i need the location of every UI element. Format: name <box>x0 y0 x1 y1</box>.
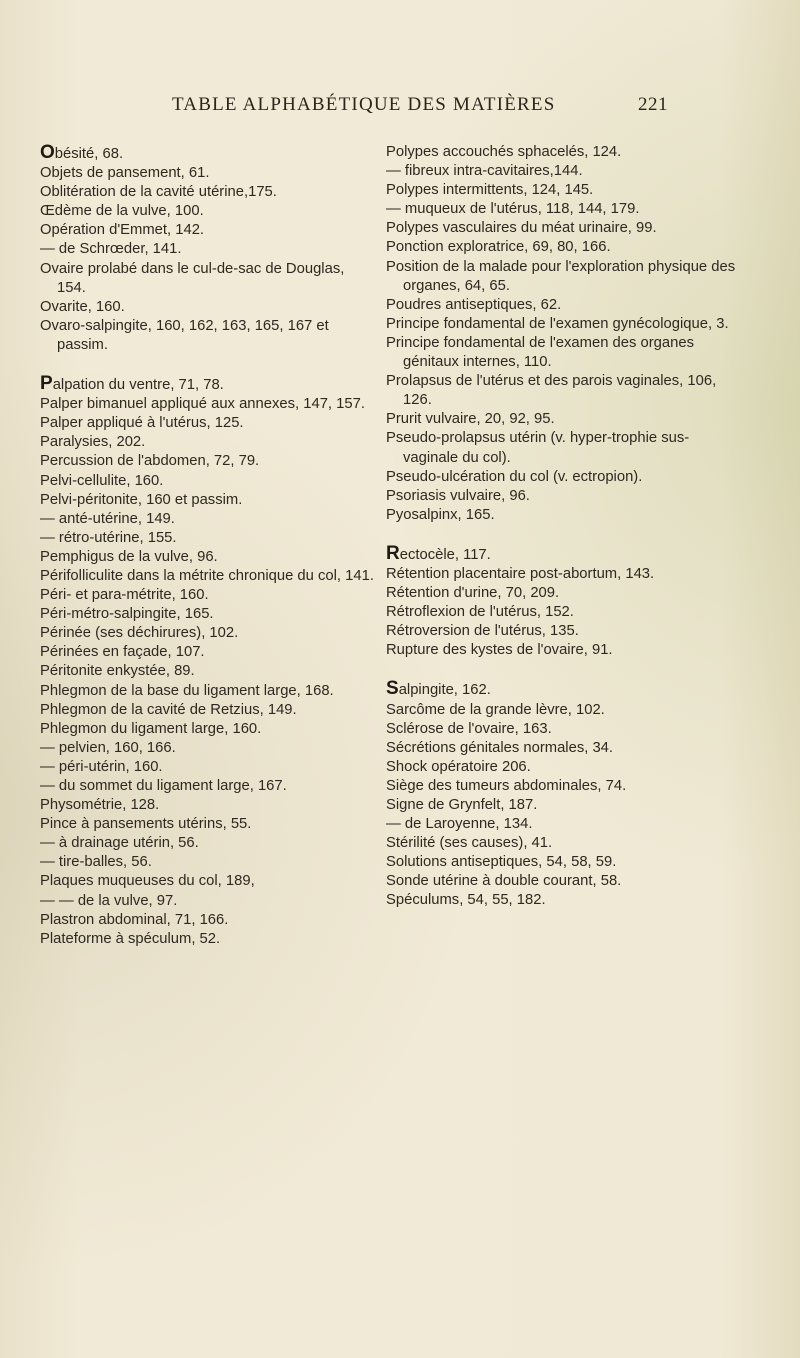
index-entry: Sclérose de l'ovaire, 163. <box>386 720 552 737</box>
index-entry: Phlegmon de la cavité de Retzius, 149. <box>40 701 297 718</box>
index-entry: Principe fondamental de l'examen gynécologique, 3. <box>386 315 729 332</box>
index-entry: Objets de pansement, 61. <box>40 165 210 182</box>
index-entry: Pseudo-ulcération du col (v. ectropion). <box>386 468 643 485</box>
index-entry: Péritonite enkystée, 89. <box>40 663 195 680</box>
index-entry: Siège des tumeurs abdominales, 74. <box>386 777 627 794</box>
index-entry: Péri- et para-métrite, 160. <box>40 587 209 604</box>
index-entry: — muqueux de l'utérus, 118, 144, 179. <box>386 201 640 218</box>
right-index-column <box>386 143 736 911</box>
index-entry: — de Laroyenne, 134. <box>386 816 533 833</box>
index-entry: Pyosalpinx, 165. <box>386 506 495 523</box>
index-entry: Phlegmon de la base du ligament large, 168. <box>40 682 334 699</box>
index-entry: Plaques muqueuses du col, 189, <box>40 873 255 890</box>
index-entry: Rupture des kystes de l'ovaire, 91. <box>386 642 613 659</box>
index-entry: Œdème de la vulve, 100. <box>40 203 204 220</box>
index-entry: Shock opératoire 206. <box>386 758 531 775</box>
index-entry: Sarcôme de la grande lèvre, 102. <box>386 701 605 718</box>
index-entry: Rétention placentaire post-abortum, 143. <box>386 565 655 582</box>
index-entry: Spéculums, 54, 55, 182. <box>386 892 546 909</box>
index-entry: Principe fondamental de l'examen des organes génitaux internes, 110. <box>386 334 694 371</box>
index-entry: Physométrie, 128. <box>40 797 160 814</box>
left-index-column <box>40 143 376 949</box>
index-entry: Polypes intermittents, 124, 145. <box>386 182 594 199</box>
index-entry: Prurit vulvaire, 20, 92, 95. <box>386 411 555 428</box>
section-initial: P <box>40 373 53 395</box>
index-entry: Polypes accouchés sphacelés, 124. <box>386 144 622 160</box>
index-entry: — à drainage utérin, 56. <box>40 835 199 852</box>
index-entry: Phlegmon du ligament large, 160. <box>40 720 262 737</box>
index-entry: Ponction exploratrice, 69, 80, 166. <box>386 239 611 256</box>
index-entry: — anté-utérine, 149. <box>40 510 175 527</box>
index-entry: Prolapsus de l'utérus et des parois vaginales, 106, 126. <box>386 373 717 409</box>
index-entry: Polypes vasculaires du méat urinaire, 99. <box>386 220 657 237</box>
index-entry: Pseudo-prolapsus utérin (v. hyper-trophie sus-vaginale du col). <box>386 430 690 466</box>
index-entry: Ovaro-salpingite, 160, 162, 163, 165, 167 et passim. <box>40 317 329 353</box>
index-entry: Rectocèle, 117. <box>386 542 491 564</box>
index-entry: Ovaire prolabé dans le cul-de-sac de Douglas, 154. <box>40 260 345 296</box>
index-entry: Percussion de l'abdomen, 72, 79. <box>40 453 260 470</box>
index-entry: Pelvi-péritonite, 160 et passim. <box>40 491 243 508</box>
index-entry: — rétro-utérine, 155. <box>40 529 177 546</box>
index-entry: Rétroversion de l'utérus, 135. <box>386 623 579 640</box>
running-title: TABLE ALPHABÉTIQUE DES MATIÈRES <box>172 94 556 115</box>
index-entry: Solutions antiseptiques, 54, 58, 59. <box>386 854 617 871</box>
index-entry: Pelvi-cellulite, 160. <box>40 472 164 489</box>
index-entry: Ovarite, 160. <box>40 298 125 315</box>
index-entry: Psoriasis vulvaire, 96. <box>386 487 530 504</box>
page-number: 221 <box>638 94 668 115</box>
index-entry: Position de la malade pour l'exploration physique des organes, 64, 65. <box>386 258 736 294</box>
index-entry: Pemphigus de la vulve, 96. <box>40 548 218 565</box>
index-entry: Opération d'Emmet, 142. <box>40 222 205 239</box>
index-entry: — du sommet du ligament large, 167. <box>40 778 287 794</box>
section-initial: S <box>386 678 399 700</box>
index-entry: Plateforme à spéculum, 52. <box>40 930 221 947</box>
index-entry: Palper appliqué à l'utérus, 125. <box>40 415 244 432</box>
index-entry: Palpation du ventre, 71, 78. <box>40 373 224 395</box>
section-initial: O <box>40 142 55 163</box>
index-entry: Rétroflexion de l'utérus, 152. <box>386 604 574 621</box>
index-entry: Périnées en façade, 107. <box>40 644 205 661</box>
index-entry: Péri-métro-salpingite, 165. <box>40 606 214 623</box>
index-entry: Plastron abdominal, 71, 166. <box>40 911 229 928</box>
index-entry: Oblitération de la cavité utérine,175. <box>40 184 277 201</box>
index-entry: Poudres antiseptiques, 62. <box>386 296 562 313</box>
running-head <box>0 94 800 124</box>
index-entry: — fibreux intra-cavitaires,144. <box>386 163 583 180</box>
index-entry: Stérilité (ses causes), 41. <box>386 835 553 852</box>
index-entry: Paralysies, 202. <box>40 434 146 451</box>
index-entry: Périfolliculite dans la métrite chronique du col, 141. <box>40 567 374 584</box>
index-entry: — tire-balles, 56. <box>40 854 152 871</box>
index-entry: Sécrétions génitales normales, 34. <box>386 739 614 756</box>
index-entry: — pelvien, 160, 166. <box>40 739 176 756</box>
index-entry: Périnée (ses déchirures), 102. <box>40 625 239 642</box>
index-entry: Sonde utérine à double courant, 58. <box>386 873 622 890</box>
section-initial: R <box>386 542 400 564</box>
index-entry: Obésité, 68. <box>40 142 124 163</box>
index-entry: — — de la vulve, 97. <box>40 892 178 909</box>
index-entry: — de Schrœder, 141. <box>40 241 182 258</box>
index-entry: Rétention d'urine, 70, 209. <box>386 585 560 602</box>
index-entry: Pince à pansements utérins, 55. <box>40 816 252 833</box>
index-entry: — péri-utérin, 160. <box>40 758 163 775</box>
index-entry: Palper bimanuel appliqué aux annexes, 147, 157. <box>40 396 365 413</box>
index-entry: Signe de Grynfelt, 187. <box>386 797 538 813</box>
index-entry: Salpingite, 162. <box>386 678 491 700</box>
